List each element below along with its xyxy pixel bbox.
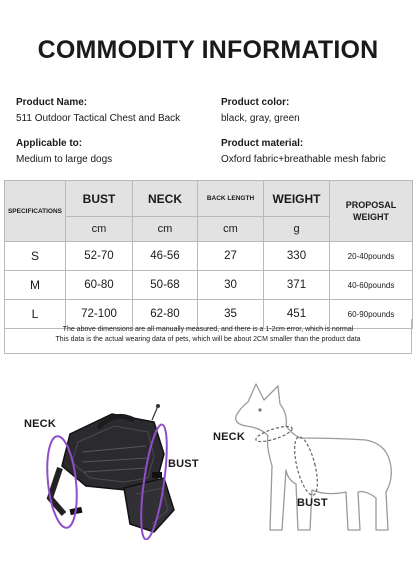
- weight-cell: 451: [264, 300, 330, 329]
- weight-unit: g: [264, 217, 330, 242]
- weight-cell: 371: [264, 271, 330, 300]
- proposal-weight-cell: 40-60pounds: [330, 271, 413, 300]
- applicable-block: [16, 137, 112, 166]
- neck-header: NECK: [133, 181, 198, 217]
- proposal-weight-header: PROPOSAL WEIGHT: [330, 181, 413, 242]
- table-row: [5, 242, 413, 271]
- back-length-cell: 35: [198, 300, 264, 329]
- harness-body: [50, 404, 174, 532]
- applicable-value: Medium to large dogs: [16, 154, 113, 165]
- bust-cell: 52-70: [66, 242, 133, 271]
- neck-unit: cm: [133, 217, 198, 242]
- bust-header: BUST: [66, 181, 133, 217]
- note-line-2: This data is the actual wearing data of pets, which will be about 2CM smaller than the product data: [55, 336, 361, 343]
- applicable-label: Applicable to:: [16, 138, 83, 149]
- size-cell: M: [5, 271, 66, 300]
- header-row: [5, 181, 413, 217]
- neck-cell: 62-80: [133, 300, 198, 329]
- note-line-1: The above dimensions are all manually measured, and there is a 1-2cm error, which is normal: [62, 326, 354, 333]
- dog-neck-label: NECK: [213, 431, 245, 443]
- harness-bust-label: BUST: [168, 458, 199, 470]
- dog-silhouette: [226, 380, 398, 540]
- weight-cell: 330: [264, 242, 330, 271]
- measurement-note: [4, 319, 412, 354]
- product-name-value: 511 Outdoor Tactical Chest and Back: [16, 113, 181, 124]
- bust-cell: 60-80: [66, 271, 133, 300]
- proposal-weight-cell: 60-90pounds: [330, 300, 413, 329]
- back-length-cell: 27: [198, 242, 264, 271]
- back-length-cell: 30: [198, 271, 264, 300]
- back-length-header: BACK LENGTH: [198, 181, 264, 217]
- product-color-block: [221, 96, 300, 125]
- page-title: COMMODITY INFORMATION: [37, 36, 379, 64]
- size-cell: L: [5, 300, 66, 329]
- neck-cell: 46-56: [133, 242, 198, 271]
- product-color-value: black, gray, green: [221, 113, 300, 124]
- product-name-block: [16, 96, 180, 125]
- material-block: [221, 137, 386, 166]
- bust-unit: cm: [66, 217, 133, 242]
- dog-eye: [258, 408, 261, 411]
- product-name-label: Product Name:: [16, 97, 88, 108]
- proposal-weight-cell: 20-40pounds: [330, 242, 413, 271]
- neck-cell: 50-68: [133, 271, 198, 300]
- material-value: Oxford fabric+breathable mesh fabric: [221, 154, 386, 165]
- bust-cell: 72-100: [66, 300, 133, 329]
- dog-bust-label: BUST: [297, 497, 328, 509]
- back-length-unit: cm: [198, 217, 264, 242]
- spec-table: [4, 180, 413, 329]
- table-row: [5, 271, 413, 300]
- material-label: Product material:: [221, 138, 304, 149]
- size-cell: S: [5, 242, 66, 271]
- product-color-label: Product color:: [221, 97, 290, 108]
- harness-neck-label: NECK: [24, 418, 56, 430]
- weight-header: WEIGHT: [264, 181, 330, 217]
- specifications-header: SPECIFICATIONS: [5, 181, 66, 242]
